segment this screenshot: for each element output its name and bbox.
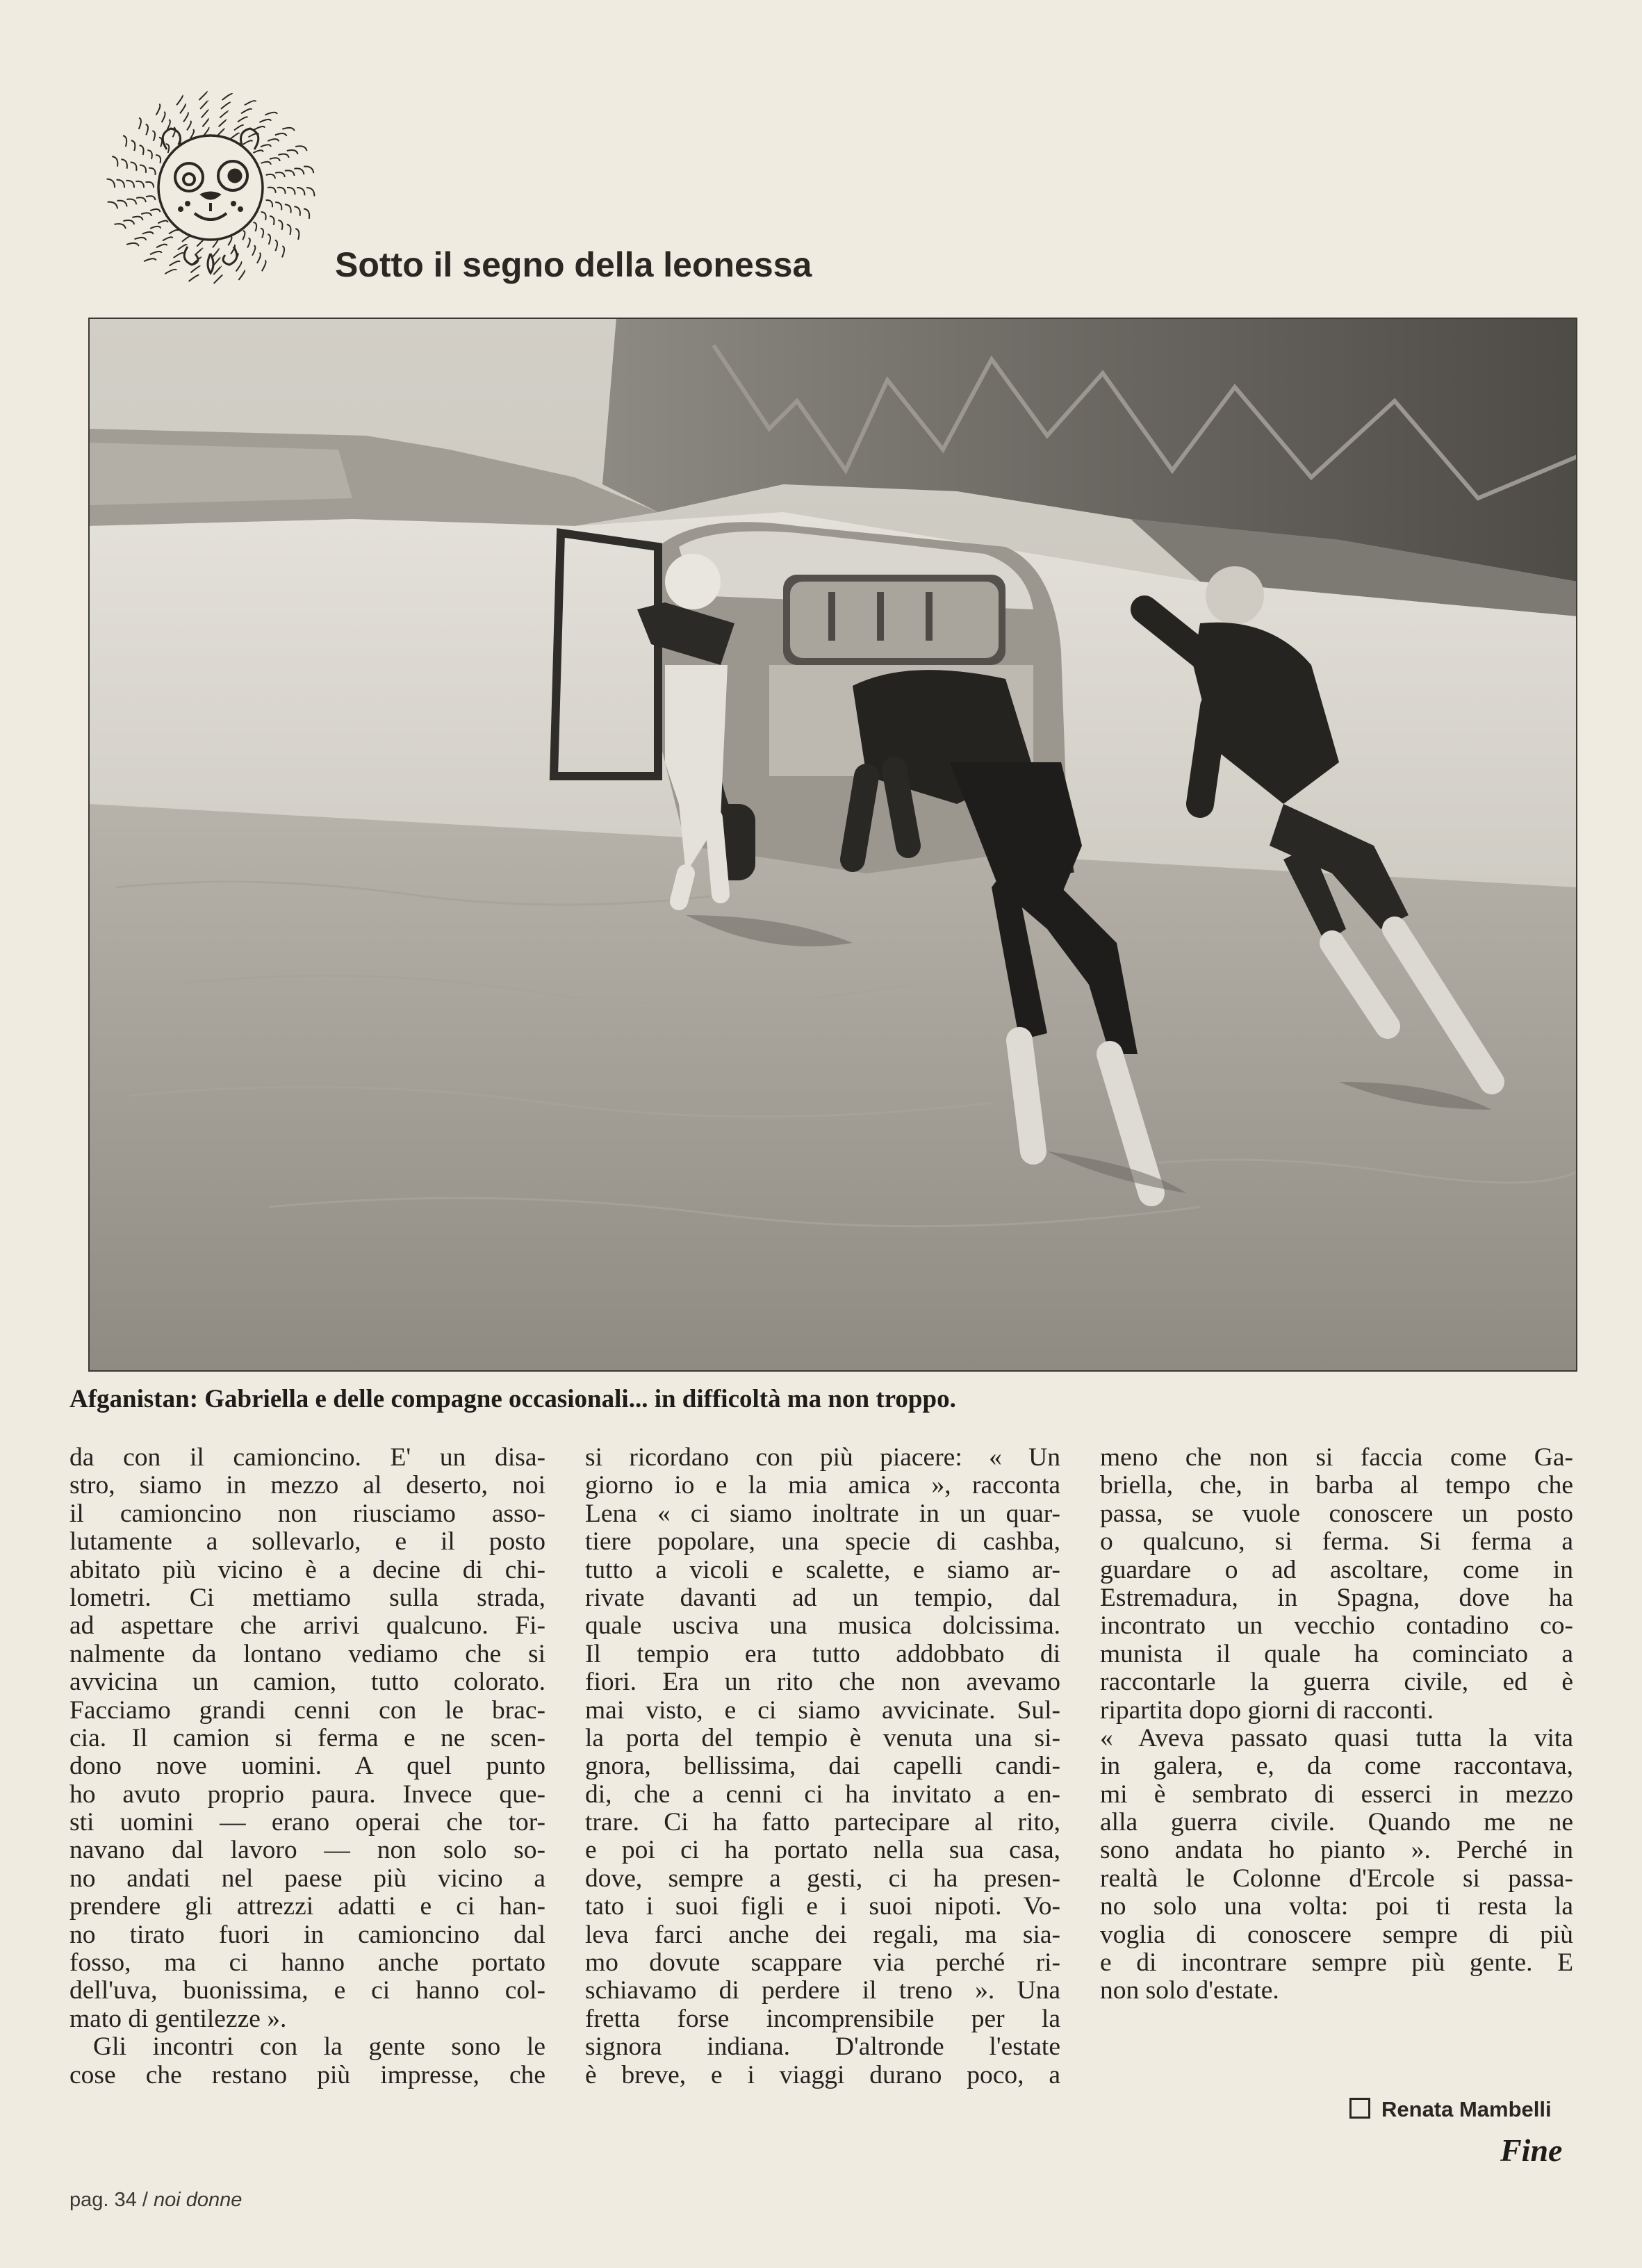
photo-caption: Afganistan: Gabriella e delle compagne occasionali... in difficoltà ma non troppo. — [69, 1385, 956, 1413]
text-line: guardare o ad ascoltare, come in — [1100, 1555, 1573, 1584]
article-column-2 — [585, 1444, 1060, 2089]
text-line: leva farci anche dei regali, ma sia- — [585, 1920, 1060, 1949]
text-line: dove, sempre a gesti, ci ha presen- — [585, 1864, 1060, 1893]
text-line: tato i suoi figli e i suoi nipoti. Vo- — [585, 1892, 1060, 1921]
text-line: rivate davanti ad un tempio, dal — [585, 1583, 1060, 1612]
text-line: Facciamo grandi cenni con le brac- — [69, 1695, 545, 1725]
text-line: si ricordano con più piacere: « Un — [585, 1443, 1060, 1472]
text-line: ad aspettare che arrivi qualcuno. Fi- — [69, 1611, 545, 1641]
text-line: ripartita dopo giorni di racconti. — [1100, 1695, 1434, 1725]
text-line: meno che non si faccia come Ga- — [1100, 1443, 1573, 1472]
text-line: da con il camioncino. E' un disa- — [69, 1443, 545, 1472]
text-line: quale usciva una musica dolcissima. — [585, 1611, 1060, 1641]
square-bullet-icon — [1349, 2098, 1370, 2119]
text-line: Gli incontri con la gente sono le — [93, 2032, 545, 2062]
text-line: non solo d'estate. — [1100, 1976, 1279, 2005]
lion-emblem-icon — [83, 80, 337, 288]
magazine-name: noi donne — [153, 2189, 243, 2211]
text-line: o qualcuno, si ferma. Si ferma a — [1100, 1527, 1573, 1556]
text-line: e poi ci ha portato nella sua casa, — [585, 1836, 1060, 1865]
article-photo — [88, 318, 1577, 1372]
text-line: mi è sembrato di esserci in mezzo — [1100, 1780, 1573, 1809]
text-line: no tirato fuori in camioncino dal — [69, 1920, 545, 1949]
text-line: incontrato un vecchio contadino co- — [1100, 1611, 1573, 1641]
text-line: no andati nel paese più vicino a — [69, 1864, 545, 1893]
text-line: « Aveva passato quasi tutta la vita — [1100, 1723, 1573, 1752]
end-mark: Fine — [1500, 2133, 1563, 2168]
page-footer — [69, 2189, 242, 2212]
text-line: lometri. Ci mettiamo sulla strada, — [69, 1583, 545, 1612]
text-line: stro, siamo in mezzo al deserto, noi — [69, 1471, 545, 1500]
text-line: trare. Ci ha fatto partecipare al rito, — [585, 1808, 1060, 1837]
text-line: dell'uva, buonissima, e ci hanno col- — [69, 1976, 545, 2005]
text-line: sti uomini — erano operai che tor- — [69, 1808, 545, 1837]
text-line: Il tempio era tutto addobbato di — [585, 1639, 1060, 1668]
text-line: mato di gentilezze ». — [69, 2004, 287, 2033]
text-line: la porta del tempio è venuta una si- — [585, 1723, 1060, 1752]
text-line: cia. Il camion si ferma e ne scen- — [69, 1723, 545, 1752]
article-column-1 — [69, 1444, 545, 2089]
text-line: e di incontrare sempre più gente. E — [1100, 1948, 1573, 1978]
text-line: ho avuto proprio paura. Invece que- — [69, 1780, 545, 1809]
author-name: Renata Mambelli — [1381, 2097, 1552, 2121]
text-line: abitato più vicino è a decine di chi- — [69, 1555, 545, 1584]
text-line: di, che a cenni ci ha invitato a en- — [585, 1780, 1060, 1809]
text-line: mai visto, e ci siamo avvicinate. Sul- — [585, 1695, 1060, 1725]
text-line: munista il quale ha cominciato a — [1100, 1639, 1573, 1668]
text-line: voglia di conoscere sempre di più — [1100, 1920, 1573, 1949]
text-line: tutto a vicoli e scalette, e siamo ar- — [585, 1555, 1060, 1584]
text-line: prendere gli attrezzi adatti e ci han- — [69, 1892, 545, 1921]
text-line: fosso, ma ci hanno anche portato — [69, 1948, 545, 1978]
text-line: signora indiana. D'altronde l'estate — [585, 2032, 1060, 2062]
footer-separator: / — [142, 2189, 148, 2211]
text-line: avvicina un camion, tutto colorato. — [69, 1668, 545, 1697]
text-line: il camioncino non riusciamo asso- — [69, 1499, 545, 1528]
text-line: fretta forse incomprensibile per la — [585, 2004, 1060, 2033]
text-line: sono andata ho pianto ». Perché in — [1100, 1836, 1573, 1865]
text-line: briella, che, in barba al tempo che — [1100, 1471, 1573, 1500]
article-title: Sotto il segno della leonessa — [335, 245, 812, 284]
text-line: mo dovute scappare via perché ri- — [585, 1948, 1060, 1978]
text-line: dono nove uomini. A quel punto — [69, 1752, 545, 1781]
text-line: tiere popolare, una specie di cashba, — [585, 1527, 1060, 1556]
text-line: lutamente a sollevarlo, e il posto — [69, 1527, 545, 1556]
text-line: schiavamo di perdere il treno ». Una — [585, 1976, 1060, 2005]
text-line: realtà le Colonne d'Ercole si passa- — [1100, 1864, 1573, 1893]
page-number: pag. 34 — [69, 2189, 137, 2211]
text-line: Lena « ci siamo inoltrate in un quar- — [585, 1499, 1060, 1528]
text-line: raccontarle la guerra civile, ed è — [1100, 1668, 1573, 1697]
text-line: cose che restano più impresse, che — [69, 2060, 545, 2089]
text-line: in galera, e, da come raccontava, — [1100, 1752, 1573, 1781]
article-column-3 — [1100, 1444, 1573, 2005]
author-byline — [1349, 2097, 1552, 2122]
text-line: no solo una volta: poi ti resta la — [1100, 1892, 1573, 1921]
text-line: passa, se vuole conoscere un posto — [1100, 1499, 1573, 1528]
text-line: gnora, bellissima, dai capelli candi- — [585, 1752, 1060, 1781]
text-line: Estremadura, in Spagna, dove ha — [1100, 1583, 1573, 1612]
text-line: è breve, e i viaggi durano poco, a — [585, 2060, 1060, 2089]
text-line: navano dal lavoro — non solo so- — [69, 1836, 545, 1865]
text-line: alla guerra civile. Quando me ne — [1100, 1808, 1573, 1837]
text-line: nalmente da lontano vediamo che si — [69, 1639, 545, 1668]
text-line: fiori. Era un rito che non avevamo — [585, 1668, 1060, 1697]
text-line: giorno io e la mia amica », racconta — [585, 1471, 1060, 1500]
